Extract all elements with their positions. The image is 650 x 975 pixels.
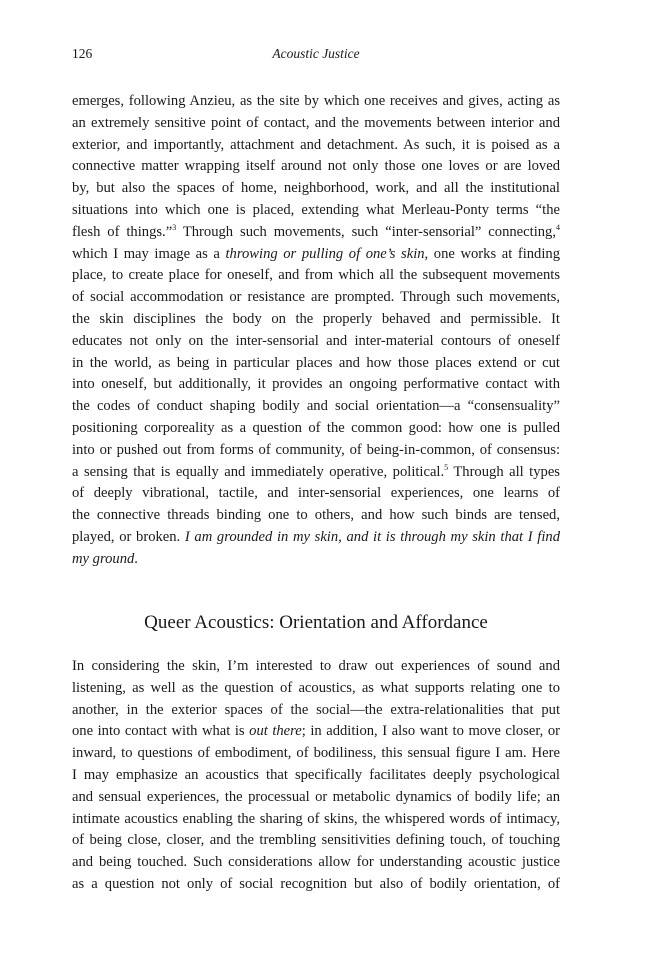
text-line <box>72 549 560 571</box>
section-heading: Queer Acoustics: Orientation and Affordance <box>144 612 488 633</box>
italic-phrase: out there <box>249 723 302 740</box>
text-segment: a sensing that is equally and immediately operative, political. <box>72 463 445 480</box>
text-segment: Through such movements, such “inter-sensorial” connecting, <box>176 223 556 240</box>
text-line: situations into which one is placed, extending what Merleau-Ponty terms “the <box>72 201 560 218</box>
text-line: as a question not only of social recognition but also of bodily orientation, of <box>72 875 560 892</box>
text-line: positioning corporeality as a question of the common good: how one is pulled <box>72 419 560 436</box>
text-line: educates not only on the inter-sensorial and inter-material contours of oneself <box>72 332 560 349</box>
text-segment: , one works at finding <box>424 245 560 262</box>
text-line: by, but also the spaces of home, neighborhood, work, and all the institutional <box>72 180 560 197</box>
text-line: inward, to questions of embodiment, of bodiliness, this sensual figure I am. Here <box>72 745 560 762</box>
text-line: the codes of conduct shaping bodily and social orientation—a “consensuality” <box>72 398 560 415</box>
text-line: listening, as well as the question of acoustics, as what supports relating one to <box>72 679 560 696</box>
text-line: place, to create place for oneself, and from which all the subsequent movements <box>72 267 560 284</box>
text-segment: one into contact with what is <box>72 723 250 740</box>
text-line: another, in the exterior spaces of the social—the extra-relationalities that put <box>72 701 560 718</box>
text-line <box>72 462 560 484</box>
body-paragraph <box>72 656 560 896</box>
text-segment: . <box>134 550 138 567</box>
text-line: of social accommodation or resistance are prompted. Through such movements, <box>72 289 560 306</box>
text-line: into or pushed out from forms of community, of being-in-common, of consensus: <box>72 441 560 458</box>
italic-phrase: throwing or pulling of one’s skin <box>225 245 425 262</box>
book-title: Acoustic Justice <box>272 46 360 61</box>
footnote-ref: 4 <box>556 222 560 232</box>
text-line <box>72 721 560 743</box>
italic-phrase: my ground <box>72 550 135 567</box>
footnote-ref: 3 <box>172 222 177 232</box>
text-line: in the world, as being in particular places and how those places extend or cut <box>72 354 560 371</box>
text-line <box>72 527 560 549</box>
text-segment: ; in addition, I also want to move closer, or <box>301 723 560 740</box>
text-line: emerges, following Anzieu, as the site by which one receives and gives, acting as <box>72 93 560 109</box>
text-line: and sensual experiences, the processual or metabolic dynamics of bodily life; an <box>72 788 560 805</box>
body-paragraph <box>72 91 560 571</box>
running-head <box>72 46 560 66</box>
text-segment: which I may image as a <box>72 245 226 262</box>
text-line: of being close, closer, and the trembling sensitivities defining touch, of touching <box>72 832 560 849</box>
text-line: into oneself, but additionally, it provides an ongoing performative contact with <box>72 376 560 393</box>
text-line: connective matter wrapping itself around not only those one loves or are loved <box>72 158 560 175</box>
text-line: exterior, and importantly, attachment and detachment. As such, it is poised as a <box>72 136 560 153</box>
text-line <box>72 244 560 266</box>
italic-phrase: I am grounded in my skin, and it is through my skin that I find <box>184 528 560 545</box>
text-line: and being touched. Such considerations allow for understanding acoustic justice <box>72 854 560 871</box>
text-line: In considering the skin, I’m interested to draw out experiences of sound and <box>72 658 560 674</box>
text-line: an extremely sensitive point of contact, and the movements between interior and <box>72 114 560 131</box>
text-segment: flesh of things.” <box>72 223 173 240</box>
text-line: of deeply vibrational, tactile, and inter-sensorial experiences, one learns of <box>72 485 560 502</box>
text-line: intimate acoustics enabling the sharing of skins, the whispered words of intimacy, <box>72 810 560 827</box>
text-line: the skin disciplines the body on the properly behaved and permissible. It <box>72 310 560 327</box>
footnote-ref: 5 <box>444 462 449 472</box>
text-segment: Through all types <box>448 463 560 480</box>
text-segment: played, or broken. <box>72 528 185 545</box>
text-line: the connective threads binding one to others, and how such binds are tensed, <box>72 507 560 524</box>
text-line: I may emphasize an acoustics that specifically facilitates deeply psychological <box>72 766 560 783</box>
page-number: 126 <box>72 46 93 61</box>
text-line <box>72 222 560 244</box>
